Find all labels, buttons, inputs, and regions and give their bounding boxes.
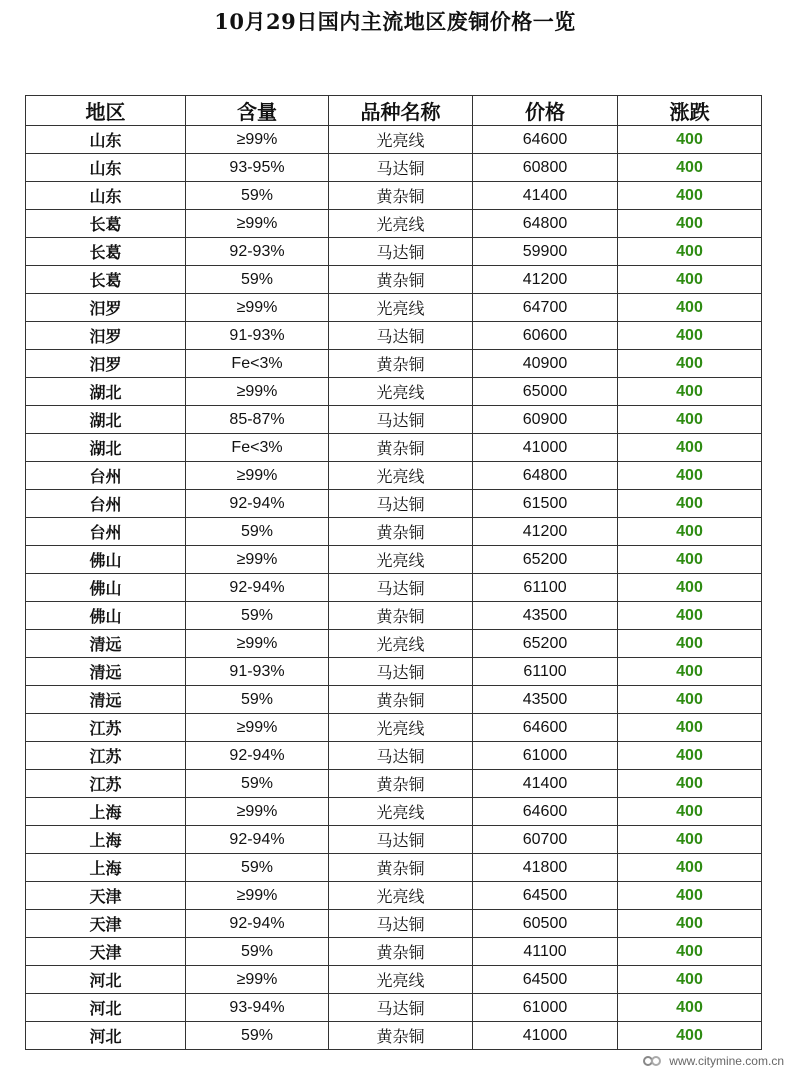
cell-content: 59% <box>186 266 329 294</box>
cell-change: 400 <box>618 546 762 574</box>
cell-price: 64600 <box>473 126 618 154</box>
header-change: 涨跌 <box>618 96 762 126</box>
cell-content: 59% <box>186 770 329 798</box>
cell-region: 江苏 <box>26 770 186 798</box>
citymine-logo-icon <box>643 1054 663 1068</box>
cell-region: 佛山 <box>26 602 186 630</box>
cell-price: 60700 <box>473 826 618 854</box>
cell-content: 59% <box>186 938 329 966</box>
cell-change: 400 <box>618 798 762 826</box>
cell-region: 上海 <box>26 826 186 854</box>
watermark <box>643 1054 784 1068</box>
cell-change: 400 <box>618 770 762 798</box>
cell-product-name: 马达铜 <box>329 322 473 350</box>
cell-change: 400 <box>618 994 762 1022</box>
cell-change: 400 <box>618 238 762 266</box>
table-row <box>26 854 762 882</box>
cell-content: 92-93% <box>186 238 329 266</box>
cell-region: 湖北 <box>26 434 186 462</box>
cell-change: 400 <box>618 294 762 322</box>
cell-product-name: 马达铜 <box>329 154 473 182</box>
cell-product-name: 黄杂铜 <box>329 938 473 966</box>
cell-region: 长葛 <box>26 238 186 266</box>
cell-product-name: 黄杂铜 <box>329 1022 473 1050</box>
cell-region: 佛山 <box>26 546 186 574</box>
cell-product-name: 黄杂铜 <box>329 266 473 294</box>
cell-content: 92-94% <box>186 490 329 518</box>
cell-price: 41200 <box>473 266 618 294</box>
cell-price: 59900 <box>473 238 618 266</box>
cell-region: 天津 <box>26 938 186 966</box>
cell-change: 400 <box>618 210 762 238</box>
cell-product-name: 马达铜 <box>329 994 473 1022</box>
table-row <box>26 686 762 714</box>
cell-price: 61100 <box>473 658 618 686</box>
cell-product-name: 黄杂铜 <box>329 686 473 714</box>
cell-region: 清远 <box>26 658 186 686</box>
cell-content: ≥99% <box>186 882 329 910</box>
cell-content: 91-93% <box>186 322 329 350</box>
table-body <box>26 126 762 1050</box>
header-name: 品种名称 <box>329 96 473 126</box>
cell-region: 河北 <box>26 966 186 994</box>
cell-change: 400 <box>618 910 762 938</box>
cell-price: 40900 <box>473 350 618 378</box>
cell-region: 上海 <box>26 798 186 826</box>
cell-content: ≥99% <box>186 210 329 238</box>
cell-region: 清远 <box>26 630 186 658</box>
cell-product-name: 光亮线 <box>329 210 473 238</box>
cell-content: 59% <box>186 602 329 630</box>
cell-product-name: 光亮线 <box>329 798 473 826</box>
table-row <box>26 462 762 490</box>
cell-product-name: 马达铜 <box>329 826 473 854</box>
table-row <box>26 154 762 182</box>
cell-price: 61500 <box>473 490 618 518</box>
table-header <box>26 96 762 126</box>
table-row <box>26 994 762 1022</box>
table-row <box>26 966 762 994</box>
cell-change: 400 <box>618 406 762 434</box>
cell-region: 台州 <box>26 462 186 490</box>
cell-price: 64800 <box>473 462 618 490</box>
cell-change: 400 <box>618 658 762 686</box>
table-row <box>26 602 762 630</box>
cell-change: 400 <box>618 350 762 378</box>
cell-product-name: 马达铜 <box>329 910 473 938</box>
cell-region: 台州 <box>26 490 186 518</box>
table-row <box>26 518 762 546</box>
cell-price: 64600 <box>473 714 618 742</box>
cell-product-name: 马达铜 <box>329 406 473 434</box>
cell-region: 长葛 <box>26 210 186 238</box>
table-row <box>26 126 762 154</box>
cell-region: 佛山 <box>26 574 186 602</box>
table-row <box>26 210 762 238</box>
table-row <box>26 798 762 826</box>
cell-region: 汨罗 <box>26 322 186 350</box>
cell-product-name: 马达铜 <box>329 574 473 602</box>
cell-product-name: 光亮线 <box>329 546 473 574</box>
cell-price: 64700 <box>473 294 618 322</box>
cell-price: 41800 <box>473 854 618 882</box>
cell-content: 59% <box>186 1022 329 1050</box>
cell-content: 93-95% <box>186 154 329 182</box>
cell-region: 台州 <box>26 518 186 546</box>
cell-content: ≥99% <box>186 966 329 994</box>
cell-content: ≥99% <box>186 798 329 826</box>
header-region: 地区 <box>26 96 186 126</box>
cell-content: 92-94% <box>186 742 329 770</box>
table-row <box>26 322 762 350</box>
cell-content: 59% <box>186 182 329 210</box>
cell-price: 65200 <box>473 630 618 658</box>
table-row <box>26 574 762 602</box>
header-content: 含量 <box>186 96 329 126</box>
cell-content: ≥99% <box>186 462 329 490</box>
table-row <box>26 742 762 770</box>
watermark-url: www.citymine.com.cn <box>669 1054 784 1068</box>
cell-price: 60500 <box>473 910 618 938</box>
table-row <box>26 882 762 910</box>
cell-price: 41100 <box>473 938 618 966</box>
cell-price: 60600 <box>473 322 618 350</box>
table-row <box>26 546 762 574</box>
table-row <box>26 630 762 658</box>
cell-region: 长葛 <box>26 266 186 294</box>
table-row <box>26 938 762 966</box>
cell-change: 400 <box>618 490 762 518</box>
cell-price: 43500 <box>473 686 618 714</box>
cell-product-name: 马达铜 <box>329 658 473 686</box>
cell-product-name: 黄杂铜 <box>329 182 473 210</box>
cell-region: 江苏 <box>26 714 186 742</box>
cell-price: 41400 <box>473 182 618 210</box>
table-row <box>26 378 762 406</box>
cell-price: 61000 <box>473 742 618 770</box>
cell-change: 400 <box>618 434 762 462</box>
cell-product-name: 黄杂铜 <box>329 770 473 798</box>
cell-change: 400 <box>618 462 762 490</box>
cell-change: 400 <box>618 1022 762 1050</box>
cell-change: 400 <box>618 182 762 210</box>
cell-price: 61100 <box>473 574 618 602</box>
table-row <box>26 658 762 686</box>
table-row <box>26 714 762 742</box>
cell-change: 400 <box>618 266 762 294</box>
table-row <box>26 182 762 210</box>
cell-price: 41000 <box>473 434 618 462</box>
cell-content: ≥99% <box>186 630 329 658</box>
cell-product-name: 马达铜 <box>329 490 473 518</box>
table-row <box>26 238 762 266</box>
cell-product-name: 黄杂铜 <box>329 518 473 546</box>
cell-content: 92-94% <box>186 826 329 854</box>
cell-price: 64800 <box>473 210 618 238</box>
cell-product-name: 光亮线 <box>329 630 473 658</box>
cell-region: 天津 <box>26 882 186 910</box>
cell-change: 400 <box>618 854 762 882</box>
table-row <box>26 350 762 378</box>
cell-price: 64500 <box>473 882 618 910</box>
cell-content: ≥99% <box>186 294 329 322</box>
cell-change: 400 <box>618 518 762 546</box>
cell-content: 92-94% <box>186 910 329 938</box>
cell-product-name: 光亮线 <box>329 882 473 910</box>
cell-change: 400 <box>618 322 762 350</box>
cell-region: 上海 <box>26 854 186 882</box>
cell-change: 400 <box>618 826 762 854</box>
cell-change: 400 <box>618 714 762 742</box>
table-row <box>26 910 762 938</box>
cell-region: 清远 <box>26 686 186 714</box>
cell-content: 59% <box>186 854 329 882</box>
cell-price: 65000 <box>473 378 618 406</box>
cell-region: 天津 <box>26 910 186 938</box>
table-row <box>26 490 762 518</box>
table-row <box>26 770 762 798</box>
cell-product-name: 光亮线 <box>329 966 473 994</box>
cell-content: ≥99% <box>186 546 329 574</box>
cell-product-name: 光亮线 <box>329 378 473 406</box>
cell-price: 64500 <box>473 966 618 994</box>
cell-content: 59% <box>186 518 329 546</box>
table-row <box>26 294 762 322</box>
cell-content: Fe<3% <box>186 350 329 378</box>
cell-change: 400 <box>618 966 762 994</box>
cell-content: ≥99% <box>186 714 329 742</box>
cell-price: 41000 <box>473 1022 618 1050</box>
cell-region: 汨罗 <box>26 294 186 322</box>
cell-change: 400 <box>618 378 762 406</box>
cell-product-name: 黄杂铜 <box>329 434 473 462</box>
cell-region: 河北 <box>26 1022 186 1050</box>
table-row <box>26 266 762 294</box>
cell-change: 400 <box>618 630 762 658</box>
cell-price: 64600 <box>473 798 618 826</box>
cell-region: 山东 <box>26 154 186 182</box>
header-row <box>26 96 762 126</box>
cell-content: 85-87% <box>186 406 329 434</box>
cell-product-name: 光亮线 <box>329 462 473 490</box>
cell-change: 400 <box>618 686 762 714</box>
cell-price: 60900 <box>473 406 618 434</box>
header-price: 价格 <box>473 96 618 126</box>
cell-region: 山东 <box>26 126 186 154</box>
cell-region: 江苏 <box>26 742 186 770</box>
cell-region: 湖北 <box>26 378 186 406</box>
cell-product-name: 黄杂铜 <box>329 350 473 378</box>
cell-content: 93-94% <box>186 994 329 1022</box>
cell-change: 400 <box>618 154 762 182</box>
table-row <box>26 406 762 434</box>
cell-change: 400 <box>618 602 762 630</box>
table-row <box>26 434 762 462</box>
table-row <box>26 1022 762 1050</box>
cell-product-name: 黄杂铜 <box>329 602 473 630</box>
cell-content: 91-93% <box>186 658 329 686</box>
cell-price: 41200 <box>473 518 618 546</box>
cell-region: 河北 <box>26 994 186 1022</box>
cell-region: 汨罗 <box>26 350 186 378</box>
cell-region: 山东 <box>26 182 186 210</box>
table-row <box>26 826 762 854</box>
cell-product-name: 马达铜 <box>329 742 473 770</box>
cell-change: 400 <box>618 742 762 770</box>
cell-change: 400 <box>618 882 762 910</box>
cell-price: 41400 <box>473 770 618 798</box>
price-table <box>25 95 762 1050</box>
cell-content: ≥99% <box>186 378 329 406</box>
cell-price: 43500 <box>473 602 618 630</box>
page-title: 10月29日国内主流地区废铜价格一览 <box>214 9 576 34</box>
cell-product-name: 光亮线 <box>329 714 473 742</box>
cell-price: 65200 <box>473 546 618 574</box>
cell-product-name: 光亮线 <box>329 294 473 322</box>
cell-change: 400 <box>618 126 762 154</box>
cell-change: 400 <box>618 574 762 602</box>
cell-product-name: 光亮线 <box>329 126 473 154</box>
cell-product-name: 黄杂铜 <box>329 854 473 882</box>
cell-content: ≥99% <box>186 126 329 154</box>
cell-content: 92-94% <box>186 574 329 602</box>
cell-price: 60800 <box>473 154 618 182</box>
cell-content: 59% <box>186 686 329 714</box>
cell-product-name: 马达铜 <box>329 238 473 266</box>
cell-change: 400 <box>618 938 762 966</box>
cell-region: 湖北 <box>26 406 186 434</box>
cell-content: Fe<3% <box>186 434 329 462</box>
cell-price: 61000 <box>473 994 618 1022</box>
